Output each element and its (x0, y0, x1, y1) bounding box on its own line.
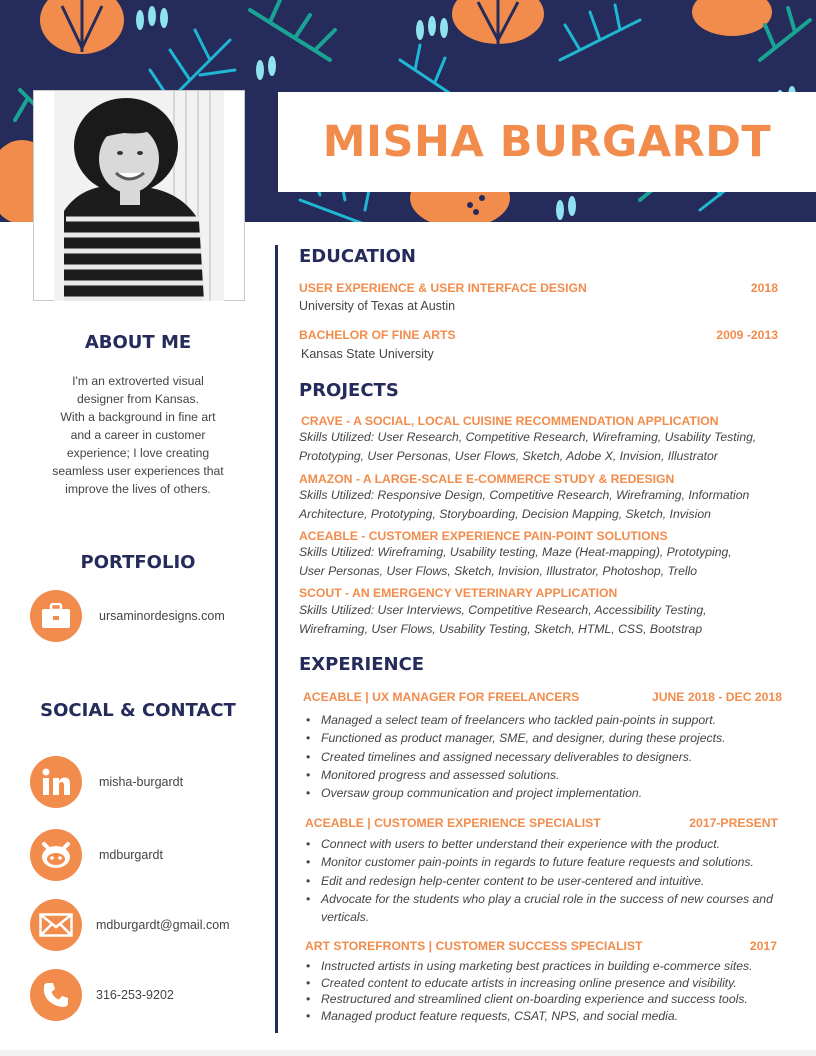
linkedin-row[interactable] (30, 756, 280, 808)
email-address[interactable]: mdburgardt@gmail.com (96, 918, 230, 932)
education-school: Kansas State University (301, 347, 434, 361)
portfolio-row[interactable] (30, 590, 280, 642)
column-divider (275, 245, 278, 1033)
portfolio-link[interactable]: ursaminordesigns.com (99, 609, 225, 623)
about-text (38, 372, 238, 498)
project-skills (299, 601, 789, 639)
job-bullet: • Created content to educate artists in increasing online presence and visibility. (306, 975, 796, 992)
about-line: I'm an extroverted visual (72, 374, 204, 388)
job-date: 2017 (749, 939, 777, 953)
about-line: improve the lives of others. (65, 482, 211, 496)
project-title: CRAVE - A SOCIAL, LOCAL CUISINE RECOMMENDATION APPLICATION (301, 414, 719, 428)
linkedin-handle[interactable]: misha-burgardt (99, 775, 184, 789)
envelope-icon (30, 899, 82, 951)
phone-icon (30, 969, 82, 1021)
project-title: SCOUT - AN EMERGENCY VETERINARY APPLICATION (299, 586, 618, 600)
experience-heading: EXPERIENCE (299, 654, 425, 675)
job-bullet: • Created timelines and assigned necessary deliverables to designers. (306, 748, 796, 766)
job-bullets (306, 835, 796, 926)
job-bullet: • Managed product feature requests, CSAT, NPS, and social media. (306, 1008, 796, 1025)
job-bullet: • Connect with users to better understand their experience with the product. (306, 835, 796, 853)
projects-heading: PROJECTS (299, 380, 399, 401)
job-bullet: • Monitor customer pain-points in regards to future feature requests and solutions. (306, 853, 796, 871)
email-row[interactable] (30, 899, 280, 951)
education-date: 2018 (750, 281, 778, 295)
skills-line: Wireframing, User Flows, Usability Testing, Sketch, HTML, CSS, Bootstrap (299, 622, 703, 636)
portrait-image (54, 91, 224, 301)
about-line: seamless user experiences that (52, 464, 224, 478)
skills-line: Skills Utilized: Responsive Design, Competitive Research, Wireframing, Information (299, 488, 750, 502)
contact-heading: SOCIAL & CONTACT (40, 700, 236, 721)
job-bullet: • Oversaw group communication and project implementation. (306, 784, 796, 802)
project-skills (299, 428, 789, 466)
education-title: BACHELOR OF FINE ARTS (299, 328, 456, 342)
job-bullets (306, 958, 796, 1024)
job-bullet: • Functioned as product manager, SME, and designer, during these projects. (306, 729, 796, 747)
education-school: University of Texas at Austin (299, 299, 456, 313)
phone-number[interactable]: 316-253-9202 (96, 988, 174, 1002)
about-line: designer from Kansas. (77, 392, 199, 406)
job-bullet: • Advocate for the students who play a crucial role in the success of new courses and verticals. (306, 890, 796, 927)
job-title: ART STOREFRONTS | CUSTOMER SUCCESS SPECIALIST (305, 939, 643, 953)
job-date: JUNE 2018 - DEC 2018 (651, 690, 782, 704)
job-title: ACEABLE | CUSTOMER EXPERIENCE SPECIALIST (305, 816, 601, 830)
briefcase-icon (30, 590, 82, 642)
job-bullets (306, 711, 796, 802)
job-bullet: • Edit and redesign help-center content to be user-centered and intuitive. (306, 872, 796, 890)
job-bullet: • Restructured and streamlined client on-boarding experience and success tools. (306, 991, 796, 1008)
phone-row[interactable] (30, 969, 280, 1021)
skills-line: Architecture, Prototyping, Storyboarding, Decision Mapping, Sketch, Invision (299, 507, 711, 521)
project-skills (299, 486, 789, 524)
github-row[interactable] (30, 829, 280, 881)
page-bottom-edge (0, 1050, 816, 1056)
linkedin-icon (30, 756, 82, 808)
about-line: and a career in customer (70, 428, 206, 442)
portfolio-heading: PORTFOLIO (80, 552, 196, 573)
job-title: ACEABLE | UX MANAGER FOR FREELANCERS (303, 690, 580, 704)
skills-line: Skills Utilized: User Interviews, Competitive Research, Accessibility Testing, (299, 603, 707, 617)
job-bullet: • Monitored progress and assessed solutions. (306, 766, 796, 784)
github-handle[interactable]: mdburgardt (99, 848, 163, 862)
job-date: 2017-PRESENT (689, 816, 778, 830)
about-line: experience; I love creating (66, 446, 210, 460)
candidate-name: MISHA BURGARDT (322, 117, 772, 167)
skills-line: Skills Utilized: Wireframing, Usability testing, Maze (Heat-mapping), Prototyping, (299, 545, 732, 559)
job-bullet: • Managed a select team of freelancers who tackled pain-points in support. (306, 711, 796, 729)
about-line: With a background in fine art (60, 410, 216, 424)
education-date: 2009 -2013 (716, 328, 778, 342)
skills-line: Prototyping, User Personas, User Flows, Sketch, Adobe X, Invision, Illustrator (299, 449, 718, 463)
name-box (278, 92, 816, 192)
education-title: USER EXPERIENCE & USER INTERFACE DESIGN (299, 281, 587, 295)
about-heading: ABOUT ME (84, 332, 192, 353)
education-heading: EDUCATION (299, 246, 416, 267)
github-icon (30, 829, 82, 881)
skills-line: User Personas, User Flows, Sketch, Invision, Illustrator, Photoshop, Trello (299, 564, 698, 578)
project-skills (299, 543, 789, 581)
project-title: ACEABLE - CUSTOMER EXPERIENCE PAIN-POINT SOLUTIONS (299, 529, 668, 543)
skills-line: Skills Utilized: User Research, Competitive Research, Wireframing, Usability Testing, (299, 430, 757, 444)
project-title: AMAZON - A LARGE-SCALE E-COMMERCE STUDY & REDESIGN (299, 472, 675, 486)
profile-photo (33, 90, 245, 301)
job-bullet: • Instructed artists in using marketing best practices in building e-commerce sites. (306, 958, 796, 975)
